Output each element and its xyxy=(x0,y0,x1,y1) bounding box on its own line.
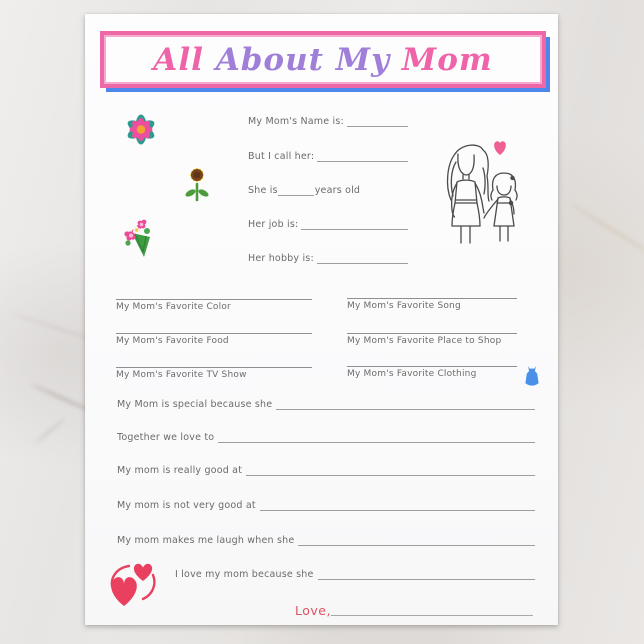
field-label: years old xyxy=(314,185,361,196)
love-label: Love, xyxy=(295,603,331,618)
field-hobby xyxy=(248,250,408,264)
prompt-special xyxy=(117,396,535,410)
revolving-hearts-icon xyxy=(107,559,159,609)
sunflower-icon xyxy=(181,162,213,204)
signature-line xyxy=(331,601,533,616)
answer-line xyxy=(298,533,535,546)
title-words-about-my: About My xyxy=(215,41,402,78)
field-label: Her job is: xyxy=(248,219,299,230)
prompt-label: I love my mom because she xyxy=(175,569,314,580)
marble-vein xyxy=(34,417,66,444)
field-label: My Mom's Name is: xyxy=(248,116,344,127)
title-word-mom: Mom xyxy=(401,41,493,78)
page-title xyxy=(153,42,492,78)
field-job xyxy=(248,216,408,230)
answer-line xyxy=(218,430,535,443)
dress-icon xyxy=(525,366,539,386)
favorite-color-field xyxy=(116,299,312,312)
favorite-label: My Mom's Favorite Song xyxy=(347,301,461,311)
field-label: Her hobby is: xyxy=(248,253,314,264)
bouquet-icon xyxy=(121,218,159,258)
favorite-song-field xyxy=(347,298,517,311)
favorite-label: My Mom's Favorite Color xyxy=(116,302,231,312)
prompt-label: My mom is not very good at xyxy=(117,500,256,511)
answer-line xyxy=(317,149,408,162)
field-mom-name xyxy=(248,113,408,127)
answer-line xyxy=(260,498,535,511)
favorite-label: My Mom's Favorite Place to Shop xyxy=(347,336,502,346)
mom-daughter-illustration xyxy=(441,138,535,246)
answer-line xyxy=(317,251,408,264)
favorite-label: My Mom's Favorite TV Show xyxy=(116,370,247,380)
prompt-love-because xyxy=(175,566,535,580)
title-word-all: All xyxy=(153,41,216,78)
field-label: But I call her: xyxy=(248,151,315,162)
favorite-tv-show-field xyxy=(116,367,312,380)
answer-line xyxy=(347,114,408,127)
favorite-shop-field xyxy=(347,333,517,346)
field-age xyxy=(248,182,408,196)
favorite-food-field xyxy=(116,333,312,346)
prompt-not-good-at xyxy=(117,497,535,511)
answer-line xyxy=(318,567,535,580)
field-label: She is xyxy=(248,185,278,196)
favorite-clothing-field xyxy=(347,366,517,379)
answer-line xyxy=(246,463,535,476)
answer-line xyxy=(276,397,535,410)
prompt-label: My mom makes me laugh when she xyxy=(117,535,295,546)
rosette-flower-icon xyxy=(122,111,160,148)
marble-vein xyxy=(568,201,644,262)
prompt-label: My mom is really good at xyxy=(117,465,243,476)
field-call-her xyxy=(248,148,408,162)
title-banner xyxy=(100,31,546,88)
prompt-label: Together we love to xyxy=(117,432,215,443)
prompt-laugh xyxy=(117,532,535,546)
answer-line xyxy=(301,217,408,230)
favorite-label: My Mom's Favorite Food xyxy=(116,336,229,346)
prompt-good-at xyxy=(117,462,535,476)
favorite-label: My Mom's Favorite Clothing xyxy=(347,369,477,379)
prompt-label: My Mom is special because she xyxy=(117,399,273,410)
answer-line xyxy=(278,183,314,196)
heart-icon xyxy=(494,141,506,155)
prompt-together xyxy=(117,429,535,443)
worksheet-page xyxy=(85,14,558,625)
